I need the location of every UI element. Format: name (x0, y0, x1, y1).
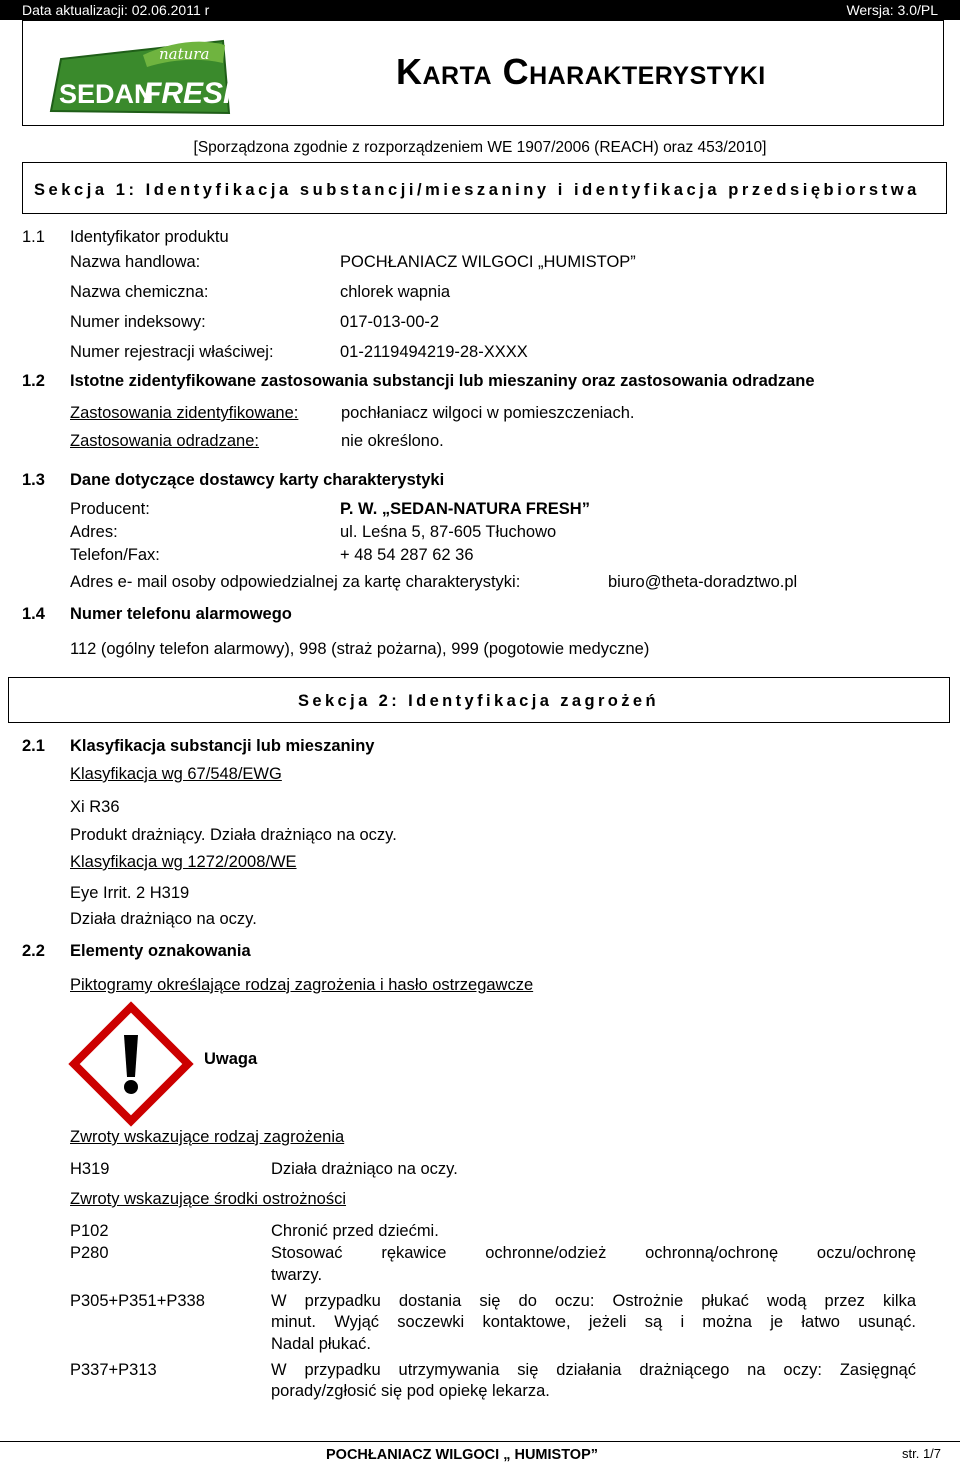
s11-number: 1.1 (22, 228, 45, 246)
trade-name-value: POCHŁANIACZ WILGOCI „HUMISTOP” (340, 253, 636, 271)
precaution-code: P280 (70, 1244, 109, 1262)
address-label: Adres: (70, 523, 118, 541)
pictograms-label: Piktogramy określające rodzaj zagrożenia i hasło ostrzegawcze (70, 976, 534, 994)
advised-uses-value: nie określono. (341, 432, 444, 450)
advised-uses-label: Zastosowania odradzane: (70, 432, 259, 450)
identified-uses-value: pochłaniacz wilgoci w pomieszczeniach. (341, 404, 635, 422)
phone-value: + 48 54 287 62 36 (340, 546, 474, 564)
footer-product: POCHŁANIACZ WILGOCI „ HUMISTOP” (326, 1447, 599, 1463)
page-title: Karta Charakterystyki (396, 51, 766, 92)
address-value: ul. Leśna 5, 87-605 Tłuchowo (340, 523, 557, 541)
owner-reg-label: Numer rejestracji właściwej: (70, 343, 274, 361)
hazard-code: H319 (70, 1160, 110, 1178)
version: Wersja: 3.0/PL (846, 2, 938, 18)
logo-sedan-text: SEDAN (59, 79, 154, 109)
precaution-text: Chronić przed dziećmi. (271, 1222, 439, 1240)
phone-label: Telefon/Fax: (70, 546, 160, 564)
section1-title: Sekcja 1: Identyfikacja substancji/mieszaniny i identyfikacja przedsiębiorstwa (34, 181, 920, 199)
logo-natura-text: natura (159, 45, 210, 63)
s21-number: 2.1 (22, 737, 45, 755)
s21-heading: Klasyfikacja substancji lub mieszaniny (70, 737, 375, 755)
owner-reg-value: 01-2119494219-28-XXXX (340, 343, 528, 361)
index-label: Numer indeksowy: (70, 313, 206, 331)
precaution-text: minut. Wyjąć soczewki kontaktowe, jeżeli są i można je łatwo usunąć. (271, 1313, 916, 1331)
s12-number: 1.2 (22, 372, 45, 390)
s11-heading: Identyfikator produktu (70, 228, 229, 246)
emergency-numbers: 112 (ogólny telefon alarmowy), 998 (straż pożarna), 999 (pogotowie medyczne) (70, 640, 650, 658)
precaution-text: Stosować rękawice ochronne/odzież ochronną/ochronę oczu/ochronę (271, 1244, 916, 1262)
class1-code: Xi R36 (70, 798, 120, 816)
header-box (22, 20, 944, 126)
precaution-text: W przypadku utrzymywania się działania drażniącego na oczy: Zasięgnąć (271, 1361, 916, 1379)
class1-label: Klasyfikacja wg 67/548/EWG (70, 765, 282, 783)
precaution-code: P305+P351+P338 (70, 1292, 205, 1310)
class2-text: Działa drażniąco na oczy. (70, 910, 257, 928)
precaution-text: W przypadku dostania się do oczu: Ostrożnie płukać wodą przez kilka (271, 1292, 916, 1310)
precautionary-statements-label: Zwroty wskazujące środki ostrożności (70, 1190, 347, 1208)
section2-title: Sekcja 2: Identyfikacja zagrożeń (298, 692, 659, 710)
top-bar (0, 0, 960, 20)
s13-heading: Dane dotyczące dostawcy karty charakterystyki (70, 471, 445, 489)
precaution-text: twarzy. (271, 1266, 323, 1284)
producer-label: Producent: (70, 500, 150, 518)
sedan-fresh-logo (47, 33, 245, 119)
s22-heading: Elementy oznakowania (70, 942, 251, 960)
signal-word: Uwaga (204, 1050, 258, 1068)
precaution-text: Nadal płukać. (271, 1335, 371, 1353)
identified-uses-label: Zastosowania zidentyfikowane: (70, 404, 299, 422)
class2-code: Eye Irrit. 2 H319 (70, 884, 190, 902)
precaution-code: P102 (70, 1222, 109, 1240)
s12-heading: Istotne zidentyfikowane zastosowania substancji lub mieszaniny oraz zastosowania odradzane (70, 372, 815, 390)
class2-label: Klasyfikacja wg 1272/2008/WE (70, 853, 297, 871)
producer-value: P. W. „SEDAN-NATURA FRESH” (340, 500, 590, 518)
hazard-statements-label: Zwroty wskazujące rodzaj zagrożenia (70, 1128, 345, 1146)
regulation-note: [Sporządzona zgodnie z rozporządzeniem WE 1907/2006 (REACH) oraz 453/2010] (193, 139, 767, 156)
s13-number: 1.3 (22, 471, 45, 489)
chem-name-value: chlorek wapnia (340, 283, 451, 301)
email-label: Adres e- mail osoby odpowiedzialnej za kartę charakterystyki: (70, 573, 521, 591)
footer-rule (0, 1441, 960, 1442)
index-value: 017-013-00-2 (340, 313, 440, 331)
precaution-text: porady/zgłosić się pod opiekę lekarza. (271, 1382, 550, 1400)
s14-heading: Numer telefonu alarmowego (70, 605, 292, 623)
trade-name-label: Nazwa handlowa: (70, 253, 201, 271)
hazard-text: Działa drażniąco na oczy. (271, 1160, 458, 1178)
exclamation-mark-pictogram-icon (70, 1003, 192, 1125)
logo-fresh-text: FRESH (143, 77, 245, 110)
s14-number: 1.4 (22, 605, 45, 623)
precaution-code: P337+P313 (70, 1361, 157, 1379)
page-number: str. 1/7 (902, 1446, 942, 1461)
s22-number: 2.2 (22, 942, 45, 960)
class1-text: Produkt drażniący. Działa drażniąco na oczy. (70, 826, 397, 844)
update-date: Data aktualizacji: 02.06.2011 r (22, 2, 210, 18)
email-value[interactable]: biuro@theta-doradztwo.pl (608, 573, 798, 591)
chem-name-label: Nazwa chemiczna: (70, 283, 209, 301)
